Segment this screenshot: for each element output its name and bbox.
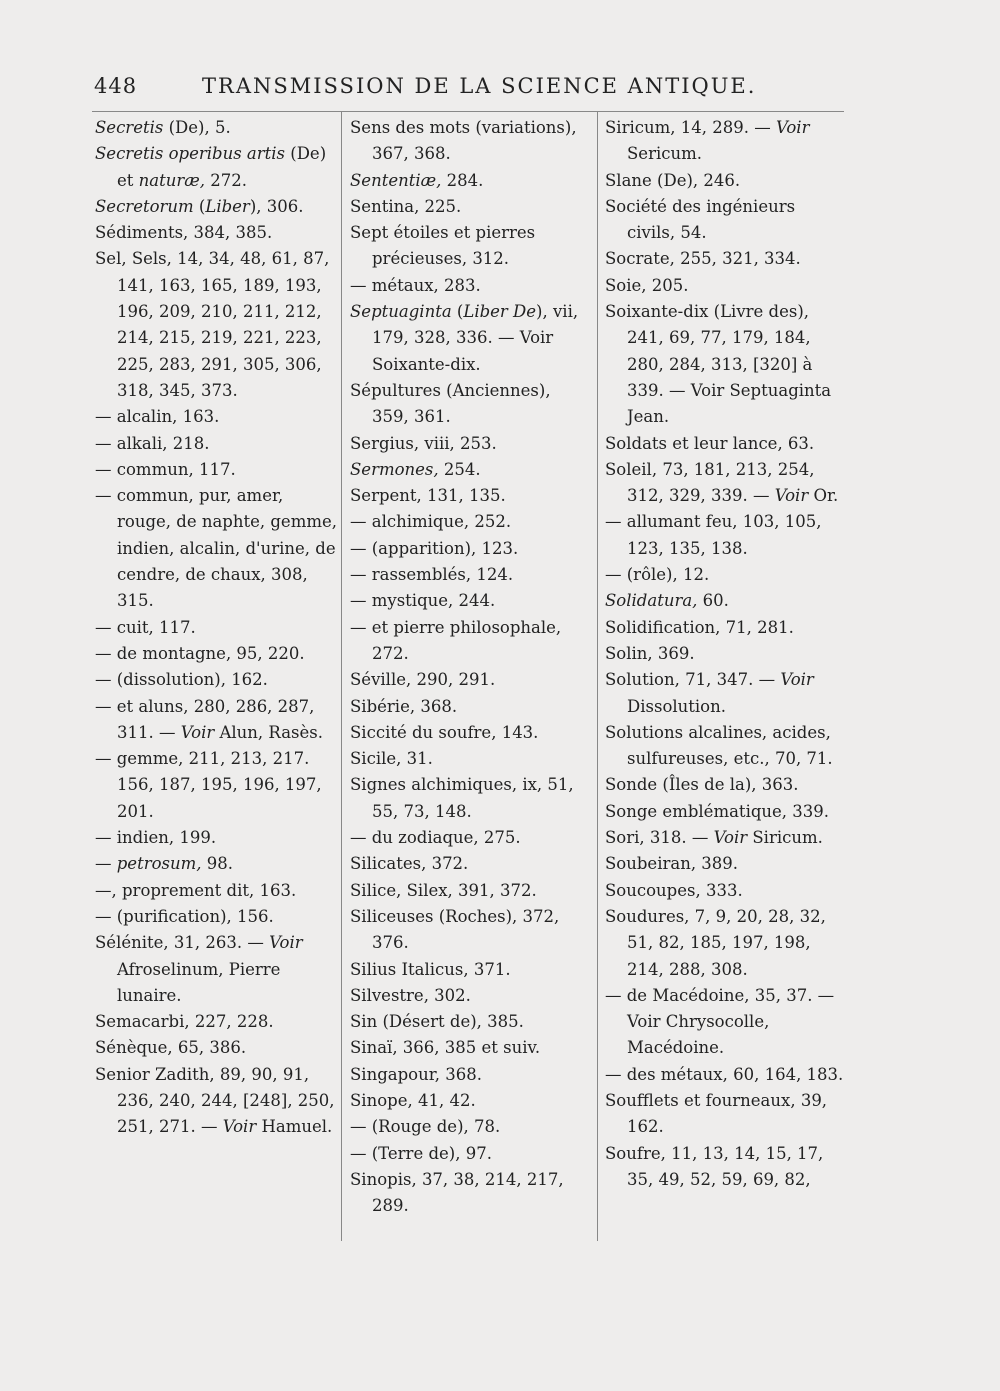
index-entry: [605, 615, 847, 641]
entry-text: — allumant feu, 103, 105, 123, 135, 138.: [605, 512, 822, 558]
index-entry: [605, 851, 847, 877]
entry-text: (: [451, 302, 464, 322]
entry-text: Soubeiran, 389.: [605, 854, 739, 874]
entry-text: — gemme, 211, 213, 217. 156, 187, 195, 196, 197, 201.: [95, 749, 322, 821]
running-header: [94, 70, 914, 102]
entry-text: Voir: [180, 722, 215, 742]
entry-text: Voir: [269, 933, 303, 953]
entry-text: Dissolution.: [627, 696, 726, 716]
index-entry: [95, 667, 337, 693]
entry-text: Sententiæ,: [350, 170, 442, 190]
index-entry: [95, 615, 337, 641]
index-entry: [605, 878, 847, 904]
entry-text: Société des ingénieurs civils, 54.: [605, 196, 796, 243]
entry-text: — (Rouge de), 78.: [350, 1117, 501, 1137]
index-column-3: [605, 115, 847, 1193]
index-entry: [605, 194, 847, 247]
entry-text: Liber: [205, 196, 250, 216]
entry-text: — et pierre philosophale, 272.: [350, 617, 562, 663]
entry-text: (De) et: [117, 144, 327, 190]
entry-text: Solin, 369.: [605, 643, 695, 663]
entry-text: 98.: [201, 854, 234, 874]
entry-text: Sénèque, 65, 386.: [95, 1038, 247, 1058]
entry-text: — des métaux, 60, 164, 183.: [605, 1064, 844, 1084]
entry-text: — alchimique, 252.: [350, 512, 512, 532]
entry-text: —, proprement dit, 163.: [95, 880, 297, 900]
entry-text: Solution, 71, 347. —: [605, 670, 781, 690]
entry-text: Voir: [713, 828, 748, 848]
index-entry: [95, 115, 337, 141]
entry-text: Sinope, 41, 42.: [350, 1090, 476, 1110]
entry-text: — (purification), 156.: [95, 906, 274, 926]
entry-text: Voir: [774, 486, 809, 506]
entry-text: Siricum.: [747, 828, 823, 848]
index-entry: [605, 457, 847, 510]
entry-text: Soufflets et fourneaux, 39, 162.: [605, 1090, 828, 1137]
index-entry: [350, 536, 592, 562]
entry-text: Silius Italicus, 371.: [350, 959, 511, 979]
entry-text: Sentina, 225.: [350, 196, 462, 216]
index-entry: [350, 1062, 592, 1088]
index-entry: [350, 220, 592, 273]
entry-text: Afroselinum, Pierre lunaire.: [117, 959, 281, 1005]
entry-text: Singapour, 368.: [350, 1064, 483, 1084]
index-entry: [350, 509, 592, 535]
entry-text: — du zodiaque, 275.: [350, 828, 521, 848]
entry-text: Songe emblématique, 339.: [605, 801, 830, 821]
entry-text: Sonde (Îles de la), 363.: [605, 775, 799, 795]
index-entry: [605, 588, 847, 614]
index-entry: [350, 378, 592, 431]
index-entry: [605, 1062, 847, 1088]
index-entry: [350, 1114, 592, 1140]
entry-text: Sédiments, 384, 385.: [95, 223, 273, 243]
index-entry: [350, 1141, 592, 1167]
index-entry: [95, 194, 337, 220]
entry-text: Solidification, 71, 281.: [605, 617, 794, 637]
index-entry: [350, 1088, 592, 1114]
index-entry: [95, 457, 337, 483]
entry-text: Soie, 205.: [605, 275, 689, 295]
index-entry: [95, 825, 337, 851]
entry-text: — (dissolution), 162.: [95, 670, 268, 690]
entry-text: Slane (De), 246.: [605, 170, 741, 190]
entry-text: Solutions alcalines, acides, sulfureuses, etc., 70, 71.: [605, 722, 833, 769]
index-entry: [350, 562, 592, 588]
entry-text: Solidatura,: [605, 591, 698, 611]
index-column-2: [350, 115, 592, 1219]
entry-text: Soixante-dix (Livre des), 241, 69, 77, 179, 184, 280, 284, 313, [320] à 339. — Voir Septuaginta Jean.: [605, 302, 832, 427]
index-entry: [350, 483, 592, 509]
index-entry: [350, 878, 592, 904]
column-divider-2: [597, 111, 598, 1241]
index-entry: [605, 772, 847, 798]
index-entry: [350, 825, 592, 851]
entry-text: Alun, Rasès.: [214, 722, 323, 742]
entry-text: — (rôle), 12.: [605, 565, 710, 585]
index-entry: [350, 168, 592, 194]
entry-text: Silicates, 372.: [350, 854, 469, 874]
index-entry: [605, 299, 847, 430]
entry-text: Siliceuses (Roches), 372, 376.: [350, 906, 560, 953]
index-entry: [350, 957, 592, 983]
entry-text: Senior Zadith, 89, 90, 91, 236, 240, 244, [248], 250, 251, 271. —: [95, 1064, 335, 1137]
entry-text: Sépultures (Anciennes), 359, 361.: [350, 380, 551, 427]
entry-text: — cuit, 117.: [95, 617, 196, 637]
index-entry: [95, 1035, 337, 1061]
index-entry: [605, 562, 847, 588]
index-entry: [95, 404, 337, 430]
entry-text: Soldats et leur lance, 63.: [605, 433, 815, 453]
index-entry: [95, 904, 337, 930]
entry-text: Soufre, 11, 13, 14, 15, 17, 35, 49, 52, 59, 69, 82,: [605, 1143, 824, 1189]
index-entry: [95, 746, 337, 825]
entry-text: 60.: [697, 591, 729, 611]
index-entry: [605, 983, 847, 1062]
entry-text: Silvestre, 302.: [350, 985, 471, 1005]
index-entry: [350, 746, 592, 772]
entry-text: — rassemblés, 124.: [350, 565, 514, 585]
entry-text: Sélénite, 31, 263. —: [95, 933, 270, 953]
entry-text: Soudures, 7, 9, 20, 28, 32, 51, 82, 185, 197, 198, 214, 288, 308.: [605, 906, 826, 979]
index-entry: [605, 115, 847, 168]
entry-text: — alcalin, 163.: [95, 407, 220, 427]
column-divider-1: [341, 111, 342, 1241]
entry-text: Voir: [780, 670, 814, 690]
index-entry: [605, 431, 847, 457]
entry-text: Voir: [222, 1117, 257, 1137]
index-entry: [350, 694, 592, 720]
entry-text: Sericum.: [627, 144, 702, 164]
index-entry: [350, 299, 592, 378]
index-entry: [350, 1035, 592, 1061]
entry-text: Sicile, 31.: [350, 749, 433, 769]
index-entry: [605, 641, 847, 667]
index-entry: [350, 720, 592, 746]
entry-text: Liber De: [463, 302, 537, 322]
entry-text: — (apparition), 123.: [350, 538, 519, 558]
entry-text: (: [193, 196, 206, 216]
index-entry: [350, 588, 592, 614]
index-entry: [95, 641, 337, 667]
page-number: 448: [94, 74, 138, 98]
index-entry: [605, 273, 847, 299]
index-entry: [350, 115, 592, 168]
entry-text: ), vii, 179, 328, 336. — Voir Soixante-dix.: [372, 302, 579, 374]
index-entry: [605, 246, 847, 272]
entry-text: 284.: [441, 170, 484, 190]
entry-text: — de montagne, 95, 220.: [95, 643, 305, 663]
entry-text: petrosum,: [116, 854, 202, 874]
index-entry: [605, 667, 847, 720]
entry-text: naturæ,: [138, 170, 206, 190]
index-entry: [605, 720, 847, 773]
entry-text: Sibérie, 368.: [350, 696, 458, 716]
entry-text: Secretorum: [95, 196, 194, 216]
entry-text: — alkali, 218.: [95, 433, 210, 453]
running-title: TRANSMISSION DE LA SCIENCE ANTIQUE.: [202, 74, 757, 98]
entry-text: — métaux, 283.: [350, 275, 481, 295]
index-entry: [350, 1009, 592, 1035]
entry-text: Sinaï, 366, 385 et suiv.: [350, 1038, 541, 1058]
entry-text: Soucoupes, 333.: [605, 880, 743, 900]
entry-text: Sinopis, 37, 38, 214, 217, 289.: [350, 1169, 564, 1216]
index-entry: [350, 194, 592, 220]
index-entry: [95, 431, 337, 457]
entry-text: — indien, 199.: [95, 828, 217, 848]
index-column-1: [95, 115, 337, 1141]
entry-text: Septuaginta: [350, 302, 452, 322]
entry-text: Hamuel.: [256, 1117, 333, 1137]
entry-text: ), 306.: [249, 196, 304, 216]
entry-text: — commun, 117.: [95, 459, 236, 479]
entry-text: Sept étoiles et pierres précieuses, 312.: [350, 223, 536, 269]
entry-text: Sermones,: [350, 459, 439, 479]
index-entry: [605, 509, 847, 562]
index-entry: [350, 904, 592, 957]
index-entry: [95, 483, 337, 614]
entry-text: Sens des mots (variations), 367, 368.: [350, 118, 577, 164]
entry-text: Sel, Sels, 14, 34, 48, 61, 87, 141, 163, 165, 189, 193, 196, 209, 210, 211, 212, 214, 215, 219, 221, 223, 225, 283, 291, 305, 306, 318, 345, 373.: [95, 249, 330, 400]
index-entry: [605, 825, 847, 851]
entry-text: Sori, 318. —: [605, 828, 714, 848]
index-entry: [95, 878, 337, 904]
index-entry: [605, 1141, 847, 1194]
index-entry: [350, 457, 592, 483]
entry-text: —: [95, 854, 117, 874]
entry-text: Sin (Désert de), 385.: [350, 1012, 524, 1032]
index-entry: [95, 1009, 337, 1035]
index-entry: [350, 851, 592, 877]
entry-text: Voir: [775, 118, 810, 137]
index-entry: [95, 694, 337, 747]
index-entry: [350, 1167, 592, 1220]
entry-text: Séville, 290, 291.: [350, 670, 496, 690]
entry-text: Socrate, 255, 321, 334.: [605, 249, 801, 269]
entry-text: — (Terre de), 97.: [350, 1143, 492, 1163]
entry-text: Signes alchimiques, ix, 51, 55, 73, 148.: [350, 775, 574, 821]
entry-text: (De), 5.: [163, 118, 231, 137]
entry-text: Soleil, 73, 181, 213, 254, 312, 329, 339. —: [605, 459, 815, 506]
entry-text: 272.: [205, 170, 247, 190]
index-entry: [350, 667, 592, 693]
index-entry: [605, 799, 847, 825]
entry-text: Secretis operibus artis: [95, 144, 286, 164]
index-entry: [95, 1062, 337, 1141]
entry-text: Silice, Silex, 391, 372.: [350, 880, 537, 900]
index-entry: [605, 904, 847, 983]
header-rule: [92, 111, 844, 112]
index-entry: [95, 220, 337, 246]
entry-text: Secretis: [95, 118, 164, 137]
index-entry: [350, 615, 592, 668]
index-entry: [350, 772, 592, 825]
entry-text: 254.: [438, 459, 481, 479]
index-entry: [95, 851, 337, 877]
entry-text: — commun, pur, amer, rouge, de naphte, gemme, indien, alcalin, d'urine, de cendre, de chaux, 308, 315.: [95, 486, 338, 611]
entry-text: Or.: [808, 486, 839, 506]
entry-text: — mystique, 244.: [350, 591, 496, 611]
index-entry: [350, 431, 592, 457]
index-entry: [95, 141, 337, 194]
entry-text: Sergius, viii, 253.: [350, 433, 497, 453]
index-entry: [605, 1088, 847, 1141]
entry-text: Siricum, 14, 289. —: [605, 118, 776, 137]
index-entry: [605, 168, 847, 194]
entry-text: Serpent, 131, 135.: [350, 486, 506, 506]
entry-text: — de Macédoine, 35, 37. — Voir Chrysocolle, Macédoine.: [605, 985, 835, 1058]
index-entry: [350, 273, 592, 299]
entry-text: Semacarbi, 227, 228.: [95, 1012, 274, 1032]
index-entry: [350, 983, 592, 1009]
entry-text: — et aluns, 280, 286, 287, 311. —: [95, 696, 315, 742]
index-entry: [95, 930, 337, 1009]
entry-text: Siccité du soufre, 143.: [350, 722, 539, 742]
index-entry: [95, 246, 337, 404]
